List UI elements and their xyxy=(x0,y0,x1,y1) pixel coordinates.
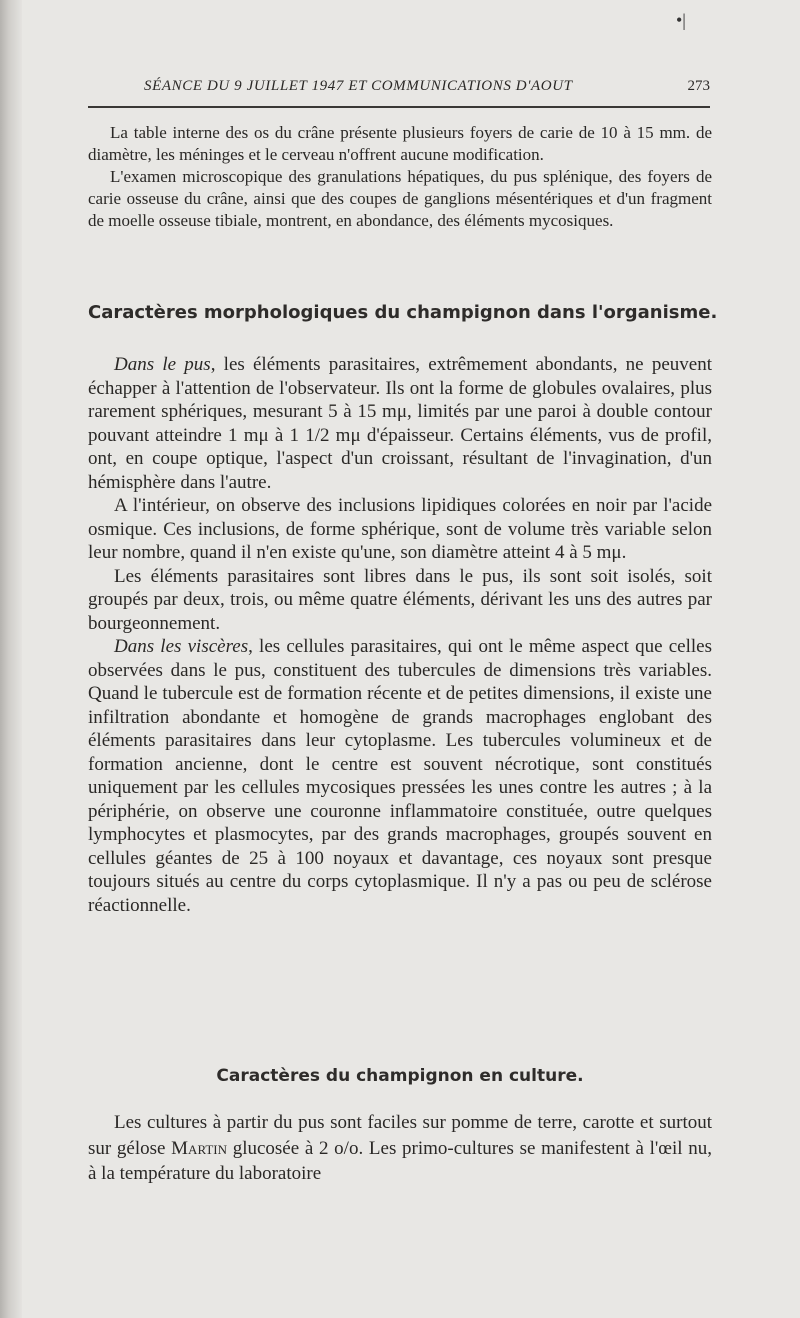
paragraph-viscera xyxy=(88,635,712,917)
paragraph-viscera-text: , les cellules parasitaires, qui ont le même aspect que celles observées dans le pus, constituent des tubercules de dimensions très variables. Quand le tubercule est de formation récente et de petites dimensions, il existe une infiltration abondante et homogène de grands macrophages englobant des éléments parasitaires dans leur cytoplasme. Les tubercules volumineux et de formation ancienne, dont le centre est souvent nécrotique, sont constitués uniquement par les cellules mycosiques pressées les unes contre les autres ; à la périphérie, on observe une couronne inflammatoire constituée, outre quelques lymphocytes et plasmocytes, par des grands macrophages, groupés souvent en cellules géantes de 25 à 100 noyaux et davantage, ces noyaux sont presque toujours situés au centre du corps cytoplasmique. Il n'y a pas ou peu de sclérose réactionnelle. xyxy=(88,636,712,916)
running-header xyxy=(88,72,710,106)
paragraph-pus xyxy=(88,353,712,494)
paragraph-skull: La table interne des os du crâne présente plusieurs foyers de carie de 10 à 15 mm. de diamètre, les méninges et le cerveau n'offrent aucune modification. xyxy=(88,123,712,164)
culture-text-block xyxy=(88,1110,712,1187)
italic-lead-pus: Dans le pus xyxy=(114,354,211,375)
paragraph-pus-text: , les éléments parasitaires, extrêmement abondants, ne peuvent échapper à l'attention de l'observateur. Ils ont la forme de globules ovalaires, plus rarement sphériques, mesurant 5 à 15 mμ, limités par une paroi à double contour pouvant atteindre 1 mμ à 1 1/2 mμ d'épaisseur. Certains éléments, vus de profil, ont, en coupe optique, l'aspect d'un croissant, résultant de l'invagination, d'un hémisphère dans l'autre. xyxy=(88,354,712,493)
author-name-martin: Martin xyxy=(171,1137,227,1159)
italic-lead-viscera: Dans les viscères xyxy=(114,636,249,657)
paragraph-microscopy: L'examen microscopique des granulations hépatiques, du pus splénique, des foyers de carie osseuse du crâne, ainsi que des coupes de ganglions mésentériques et d'un fragment de moelle osseuse tibiale, montrent, en abondance, des éléments mycosiques. xyxy=(88,167,712,230)
paragraph-inclusions: A l'intérieur, on observe des inclusions lipidiques colorées en noir par l'acide osmique. Ces inclusions, de forme sphérique, sont de volume très variable selon leur nombre, quand il n'en existe qu'une, son diamètre atteint 4 à 5 mμ. xyxy=(88,495,712,563)
page-binding-edge xyxy=(0,0,22,1318)
corner-mark: •| xyxy=(676,10,686,30)
morphology-text-block xyxy=(88,353,712,917)
culture-text-b: glucosée à 2 o/o. Les primo-cultures se manifestent à l'œil nu, à la température du laboratoire xyxy=(88,1137,712,1184)
section-heading-morphology: Caractères morphologiques du champignon dans l'organisme. xyxy=(88,302,718,323)
culture-text-a: Les cultures à partir du pus sont faciles sur pomme de terre, carotte et surtout sur gélose xyxy=(88,1112,712,1159)
page-number: 273 xyxy=(687,78,710,94)
section-heading-culture: Caractères du champignon en culture. xyxy=(216,1066,584,1086)
header-rule xyxy=(88,106,710,108)
paragraph-cultures xyxy=(88,1110,712,1187)
intro-text-block xyxy=(88,122,712,232)
header-title: SÉANCE DU 9 JUILLET 1947 ET COMMUNICATIONS D'AOUT xyxy=(144,78,573,94)
paragraph-free-elements: Les éléments parasitaires sont libres dans le pus, ils sont soit isolés, soit groupés par deux, trois, ou même quatre éléments, dérivant les uns des autres par bourgeonnement. xyxy=(88,565,712,634)
